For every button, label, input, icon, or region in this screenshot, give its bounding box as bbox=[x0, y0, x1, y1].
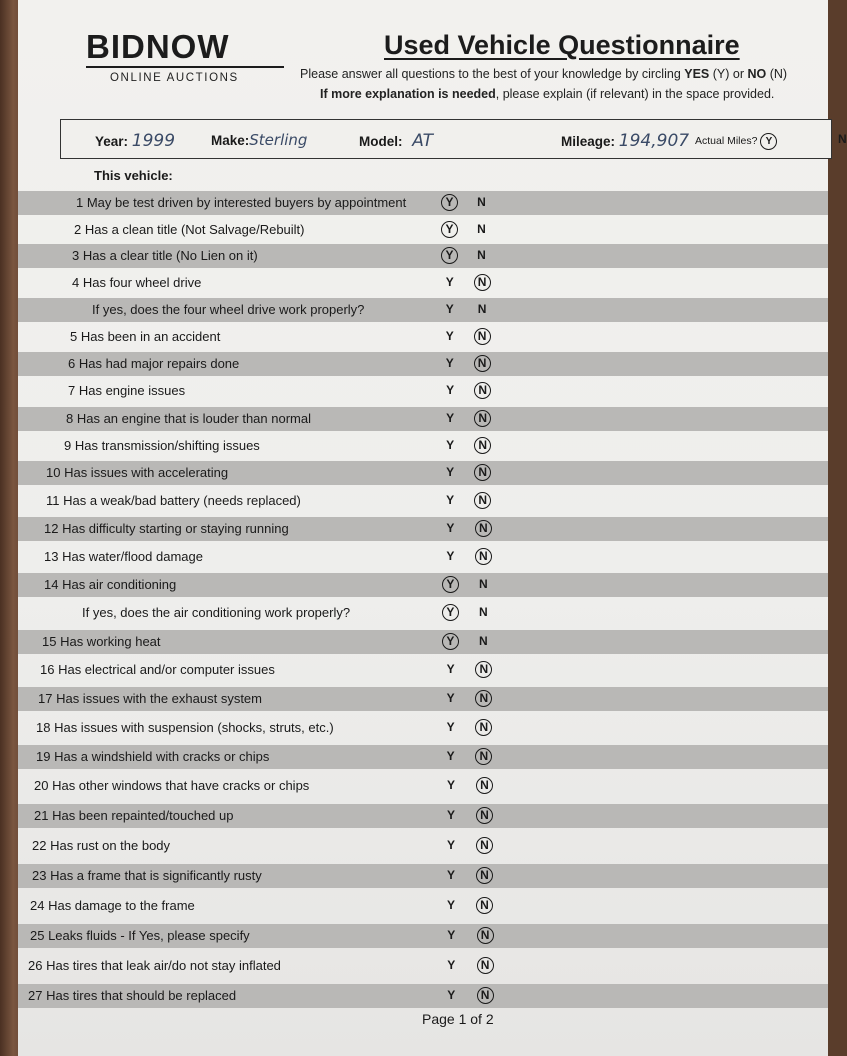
question-label: 8 Has an engine that is louder than normal bbox=[66, 411, 311, 426]
question-label: 19 Has a windshield with cracks or chips bbox=[36, 749, 270, 764]
answer-yes[interactable]: Y bbox=[446, 898, 455, 912]
question-row bbox=[18, 774, 828, 798]
answer-no[interactable]: N bbox=[478, 634, 488, 648]
answer-no-circled[interactable]: N bbox=[474, 274, 491, 291]
question-row bbox=[18, 244, 828, 268]
question-row bbox=[18, 191, 828, 215]
question-row bbox=[18, 461, 828, 485]
instructions-line-2 bbox=[320, 87, 774, 101]
question-row bbox=[18, 716, 828, 740]
questionnaire-page bbox=[18, 0, 847, 1056]
answer-yes[interactable]: Y bbox=[446, 521, 455, 535]
question-label: 14 Has air conditioning bbox=[44, 577, 177, 592]
answer-no-circled[interactable]: N bbox=[474, 328, 491, 345]
answer-no-circled[interactable]: N bbox=[475, 690, 492, 707]
question-row bbox=[18, 434, 828, 458]
actual-miles-label: Actual Miles? bbox=[695, 135, 758, 147]
answer-yes[interactable]: Y bbox=[445, 329, 454, 343]
question-label: 27 Has tires that should be replaced bbox=[28, 988, 237, 1003]
question-label: 18 Has issues with suspension (shocks, struts, etc.) bbox=[36, 720, 334, 735]
answer-yes[interactable]: Y bbox=[446, 662, 455, 676]
answer-yes-circled[interactable]: Y bbox=[442, 576, 459, 593]
question-label: 25 Leaks fluids - If Yes, please specify bbox=[30, 928, 250, 943]
answer-no[interactable]: N bbox=[478, 605, 488, 619]
question-label: 26 Has tires that leak air/do not stay inflated bbox=[28, 958, 281, 973]
instr-bold: If more explanation is needed bbox=[320, 87, 496, 101]
question-row bbox=[18, 984, 828, 1008]
actual-miles-yes-circled[interactable]: Y bbox=[760, 133, 777, 150]
logo-rule bbox=[86, 66, 284, 68]
question-label: 5 Has been in an accident bbox=[70, 329, 221, 344]
answer-no-circled[interactable]: N bbox=[475, 661, 492, 678]
question-row bbox=[18, 658, 828, 682]
answer-yes[interactable]: Y bbox=[446, 549, 455, 563]
answer-no-circled[interactable]: N bbox=[476, 867, 493, 884]
question-row bbox=[18, 834, 828, 858]
answer-yes[interactable]: Y bbox=[447, 928, 456, 942]
answer-yes[interactable]: Y bbox=[446, 778, 455, 792]
answer-yes-circled[interactable]: Y bbox=[441, 221, 458, 238]
answer-no-circled[interactable]: N bbox=[475, 719, 492, 736]
question-label: 6 Has had major repairs done bbox=[68, 356, 240, 371]
question-row bbox=[18, 271, 828, 295]
question-label: 17 Has issues with the exhaust system bbox=[38, 691, 262, 706]
question-label: If yes, does the four wheel drive work properly? bbox=[92, 302, 365, 317]
question-label: 15 Has working heat bbox=[42, 634, 161, 649]
mileage-label: Mileage: bbox=[561, 134, 616, 149]
answer-no-circled[interactable]: N bbox=[474, 492, 491, 509]
instr-no: NO bbox=[747, 67, 767, 81]
answer-yes[interactable]: Y bbox=[446, 493, 455, 507]
question-label: 24 Has damage to the frame bbox=[30, 898, 195, 913]
question-row bbox=[18, 804, 828, 828]
answer-yes-circled[interactable]: Y bbox=[441, 247, 458, 264]
question-label: 22 Has rust on the body bbox=[32, 838, 171, 853]
instr-text: (Y) or bbox=[709, 67, 748, 81]
question-row bbox=[18, 489, 828, 513]
answer-no-circled[interactable]: N bbox=[474, 355, 491, 372]
answer-no[interactable]: N bbox=[477, 302, 487, 316]
question-row bbox=[18, 601, 828, 625]
mileage-field[interactable] bbox=[561, 131, 689, 151]
answer-no-circled[interactable]: N bbox=[475, 548, 492, 565]
year-field[interactable] bbox=[95, 131, 175, 151]
answer-no-circled[interactable]: N bbox=[475, 748, 492, 765]
actual-miles-field bbox=[695, 133, 777, 150]
year-value: 1999 bbox=[131, 131, 176, 151]
year-label: Year: bbox=[95, 134, 129, 149]
logo-main-text: BIDNOW bbox=[86, 28, 230, 65]
question-row bbox=[18, 407, 828, 431]
answer-yes[interactable]: Y bbox=[446, 383, 455, 397]
make-value: Sterling bbox=[249, 131, 308, 149]
answer-no-circled[interactable]: N bbox=[474, 464, 491, 481]
section-label: This vehicle: bbox=[94, 168, 173, 183]
answer-no[interactable]: N bbox=[477, 222, 486, 236]
question-label: 12 Has difficulty starting or staying running bbox=[44, 521, 289, 536]
question-row bbox=[18, 325, 828, 349]
page-title: Used Vehicle Questionnaire bbox=[384, 30, 740, 60]
model-value: AT bbox=[412, 131, 434, 151]
answer-no-circled[interactable]: N bbox=[477, 987, 494, 1004]
question-row bbox=[18, 894, 828, 918]
make-field[interactable] bbox=[211, 131, 307, 149]
question-label: 23 Has a frame that is significantly rusty bbox=[32, 868, 262, 883]
answer-no-circled[interactable]: N bbox=[476, 777, 493, 794]
page-number: Page 1 of 2 bbox=[422, 1011, 494, 1027]
answer-yes[interactable]: Y bbox=[445, 356, 454, 370]
question-row bbox=[18, 745, 828, 769]
answer-yes[interactable]: Y bbox=[446, 691, 455, 705]
vehicle-info-box bbox=[60, 119, 847, 159]
question-label: If yes, does the air conditioning work properly? bbox=[82, 605, 351, 620]
question-label: 11 Has a weak/bad battery (needs replaced) bbox=[46, 493, 301, 508]
question-label: 10 Has issues with accelerating bbox=[46, 465, 229, 480]
answer-no-circled[interactable]: N bbox=[476, 897, 493, 914]
instr-yes: YES bbox=[684, 67, 710, 81]
actual-miles-no[interactable]: N bbox=[838, 132, 847, 146]
mileage-value: 194,907 bbox=[618, 131, 690, 151]
answer-no[interactable]: N bbox=[477, 195, 486, 209]
answer-yes-circled[interactable]: Y bbox=[441, 194, 458, 211]
answer-yes[interactable]: Y bbox=[446, 868, 455, 882]
question-row bbox=[18, 573, 828, 597]
question-label: 2 Has a clean title (Not Salvage/Rebuilt) bbox=[74, 222, 305, 237]
question-row bbox=[18, 954, 828, 978]
answer-yes[interactable]: Y bbox=[446, 438, 455, 452]
question-row bbox=[18, 864, 828, 888]
instr-text: (N) bbox=[766, 67, 788, 81]
answer-no-circled[interactable]: N bbox=[474, 410, 491, 427]
question-row bbox=[18, 545, 828, 569]
question-label: 4 Has four wheel drive bbox=[72, 275, 202, 290]
answer-no-circled[interactable]: N bbox=[474, 437, 491, 454]
question-label: 7 Has engine issues bbox=[68, 383, 186, 398]
question-label: 3 Has a clear title (No Lien on it) bbox=[72, 248, 258, 263]
answer-no[interactable]: N bbox=[478, 577, 488, 591]
answer-no-circled[interactable]: N bbox=[477, 927, 494, 944]
answer-yes[interactable]: Y bbox=[445, 302, 454, 316]
answer-no-circled[interactable]: N bbox=[476, 837, 493, 854]
answer-yes[interactable]: Y bbox=[446, 411, 455, 425]
answer-yes[interactable]: Y bbox=[446, 838, 455, 852]
question-label: 13 Has water/flood damage bbox=[44, 549, 203, 564]
answer-no-circled[interactable]: N bbox=[475, 520, 492, 537]
question-label: 1 May be test driven by interested buyers by appointment bbox=[76, 195, 407, 210]
instr-text: Please answer all questions to the best of your knowledge by circling bbox=[300, 67, 685, 81]
question-row bbox=[18, 924, 828, 948]
answer-yes[interactable]: Y bbox=[445, 275, 454, 289]
answer-yes-circled[interactable]: Y bbox=[442, 604, 459, 621]
answer-yes[interactable]: Y bbox=[446, 720, 455, 734]
instr-text: , please explain (if relevant) in the space provided. bbox=[495, 87, 775, 101]
bidnow-logo bbox=[86, 30, 286, 84]
model-field[interactable] bbox=[359, 131, 433, 151]
answer-yes[interactable]: Y bbox=[446, 465, 455, 479]
question-row bbox=[18, 352, 828, 376]
question-label: 20 Has other windows that have cracks or chips bbox=[34, 778, 310, 793]
question-row bbox=[18, 218, 828, 242]
question-row bbox=[18, 379, 828, 403]
answer-yes[interactable]: Y bbox=[447, 958, 456, 972]
answer-no[interactable]: N bbox=[477, 248, 486, 262]
answer-no-circled[interactable]: N bbox=[474, 382, 491, 399]
answer-no-circled[interactable]: N bbox=[477, 957, 494, 974]
question-row bbox=[18, 687, 828, 711]
model-label: Model: bbox=[359, 134, 403, 149]
answer-no-circled[interactable]: N bbox=[476, 807, 493, 824]
question-row bbox=[18, 298, 828, 322]
instructions-line-1 bbox=[300, 67, 787, 81]
answer-yes[interactable]: Y bbox=[447, 988, 456, 1002]
question-row bbox=[18, 517, 828, 541]
answer-yes-circled[interactable]: Y bbox=[442, 633, 459, 650]
answer-yes[interactable]: Y bbox=[446, 808, 455, 822]
question-label: 21 Has been repainted/touched up bbox=[34, 808, 234, 823]
logo-sub-text: ONLINE AUCTIONS bbox=[110, 72, 239, 84]
make-label: Make: bbox=[211, 133, 250, 148]
question-label: 9 Has transmission/shifting issues bbox=[64, 438, 260, 453]
question-row bbox=[18, 630, 828, 654]
answer-yes[interactable]: Y bbox=[446, 749, 455, 763]
question-label: 16 Has electrical and/or computer issues bbox=[40, 662, 275, 677]
